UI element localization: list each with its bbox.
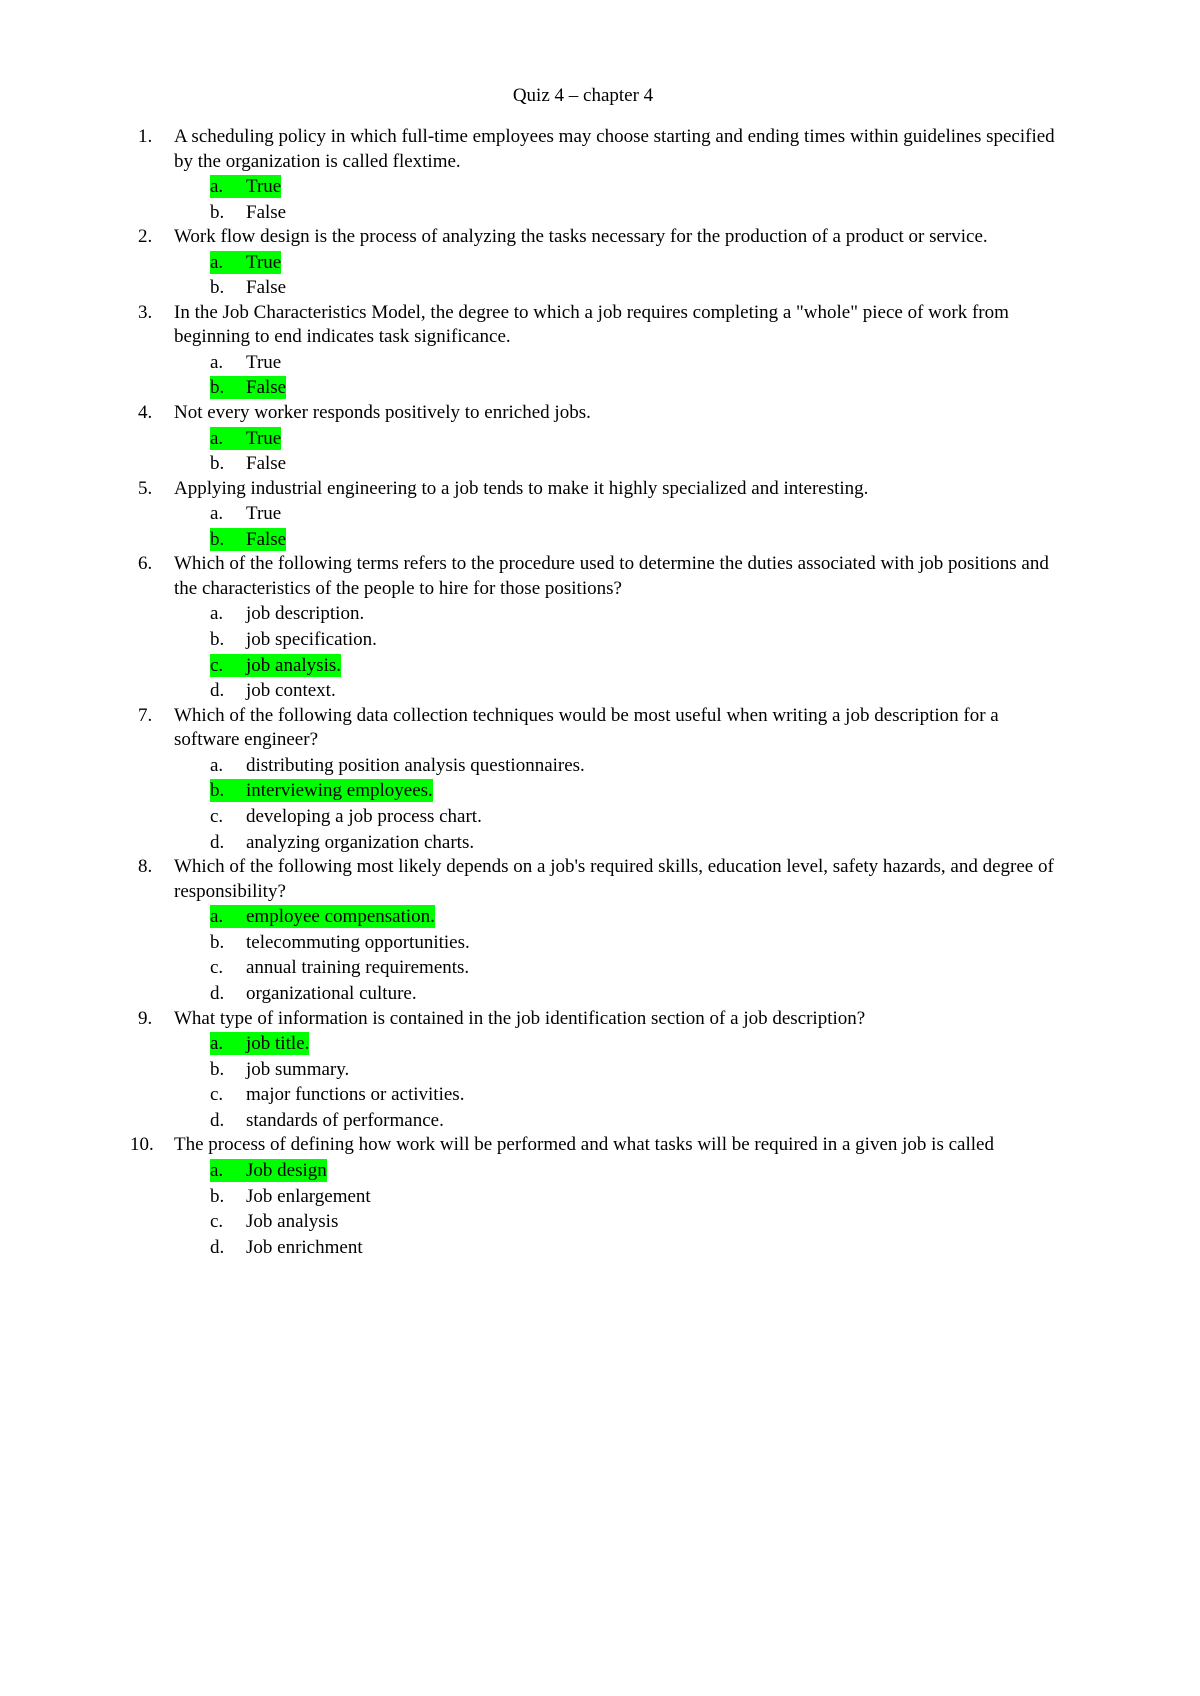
option-letter: c. xyxy=(210,957,224,979)
question-number: 4. xyxy=(138,402,153,424)
option-text: distributing position analysis questionnaires. xyxy=(246,754,585,776)
option-letter: a. xyxy=(210,906,224,928)
answer-label xyxy=(210,1058,349,1081)
option-text: False xyxy=(246,377,287,399)
answer-option xyxy=(174,200,1060,226)
answer-label xyxy=(210,602,364,625)
option-letter: a. xyxy=(210,1033,224,1055)
answer-label xyxy=(210,679,336,702)
correct-answer-option xyxy=(174,1158,1060,1184)
question-number: 2. xyxy=(138,226,153,248)
answer-label xyxy=(210,276,286,299)
option-text: analyzing organization charts. xyxy=(246,831,475,853)
option-letter: b. xyxy=(210,931,225,953)
option-letter: d. xyxy=(210,831,225,853)
answer-options xyxy=(174,426,1060,477)
option-letter: b. xyxy=(210,780,225,802)
answer-option xyxy=(174,981,1060,1007)
question-number: 1. xyxy=(138,126,153,147)
option-text: job context. xyxy=(246,680,336,702)
answer-options xyxy=(174,753,1060,855)
answer-option xyxy=(174,451,1060,477)
answer-option xyxy=(174,930,1060,956)
answer-options xyxy=(174,250,1060,301)
option-text: Job enlargement xyxy=(246,1185,371,1207)
option-letter: b. xyxy=(210,528,225,550)
question-number: 9. xyxy=(138,1007,153,1029)
option-letter: b. xyxy=(210,629,225,651)
answer-label xyxy=(210,831,474,854)
answer-label xyxy=(210,502,281,525)
question-number: 3. xyxy=(138,301,153,323)
option-letter: a. xyxy=(210,427,224,449)
option-letter: c. xyxy=(210,654,224,676)
answer-option xyxy=(174,1108,1060,1134)
question-number: 6. xyxy=(138,553,153,575)
answer-options xyxy=(174,350,1060,401)
document-title: Quiz 4 – chapter 4 xyxy=(512,85,654,106)
option-letter: a. xyxy=(210,1159,224,1181)
answer-highlight xyxy=(210,175,281,198)
option-text: telecommuting opportunities. xyxy=(246,931,470,953)
option-letter: c. xyxy=(210,1084,224,1106)
answer-highlight xyxy=(210,654,341,677)
question-text: Work flow design is the process of analyzing the tasks necessary for the production of a product or service. xyxy=(174,226,988,248)
answer-label xyxy=(210,1109,444,1132)
answer-option xyxy=(174,1082,1060,1108)
answer-options xyxy=(174,601,1060,703)
answer-option xyxy=(174,601,1060,627)
answer-options xyxy=(174,1158,1060,1260)
question-number: 7. xyxy=(138,704,153,726)
correct-answer-option xyxy=(174,250,1060,276)
option-letter: b. xyxy=(210,1058,225,1080)
option-text: Job analysis xyxy=(246,1211,339,1233)
answer-option xyxy=(174,955,1060,981)
option-text: False xyxy=(246,201,287,223)
answer-highlight xyxy=(210,1159,327,1182)
option-letter: a. xyxy=(210,754,224,776)
option-text: True xyxy=(246,176,282,197)
question-text: A scheduling policy in which full-time employees may choose starting and ending times within guidelines specified by the organization is called flextime. xyxy=(174,126,1055,172)
question-5 xyxy=(0,477,1060,553)
option-text: annual training requirements. xyxy=(246,957,470,979)
option-text: organizational culture. xyxy=(246,982,417,1004)
option-text: job specification. xyxy=(246,629,377,651)
option-letter: a. xyxy=(210,176,224,197)
question-text: What type of information is contained in the job identification section of a job description? xyxy=(174,1007,866,1029)
answer-options xyxy=(174,904,1060,1006)
answer-label xyxy=(210,351,281,374)
answer-label xyxy=(210,1083,464,1106)
answer-label xyxy=(210,628,377,651)
option-letter: b. xyxy=(210,201,225,223)
option-letter: b. xyxy=(210,377,225,399)
answer-option xyxy=(174,753,1060,779)
question-text: In the Job Characteristics Model, the degree to which a job requires completing a "whole" piece of work from beginning to end indicates task significance. xyxy=(174,301,1009,348)
answer-highlight xyxy=(210,376,286,399)
answer-options xyxy=(174,174,1060,225)
answer-option xyxy=(174,1209,1060,1235)
answer-highlight xyxy=(210,1032,309,1055)
question-3 xyxy=(0,301,1060,401)
option-text: Job design xyxy=(246,1159,327,1181)
correct-answer-option xyxy=(174,1031,1060,1057)
question-text: Which of the following most likely depends on a job's required skills, education level, safety hazards, and degree of responsibility? xyxy=(174,856,1054,902)
option-text: False xyxy=(246,277,287,299)
answer-label xyxy=(210,1236,363,1259)
answer-highlight xyxy=(210,528,286,551)
answer-option xyxy=(174,1057,1060,1083)
option-letter: c. xyxy=(210,806,224,827)
option-text: Job enrichment xyxy=(246,1236,363,1258)
answer-highlight xyxy=(210,905,435,928)
option-letter: d. xyxy=(210,1236,225,1258)
option-text: job summary. xyxy=(246,1058,350,1080)
answer-options xyxy=(174,501,1060,552)
question-text: The process of defining how work will be performed and what tasks will be required in a given job is called xyxy=(174,1134,994,1156)
question-text: Which of the following data collection techniques would be most useful when writing a job description for a software engineer? xyxy=(174,704,999,751)
answer-label xyxy=(210,1210,338,1233)
answer-options xyxy=(174,1031,1060,1133)
answer-label xyxy=(210,754,585,777)
option-text: False xyxy=(246,528,287,550)
question-10 xyxy=(0,1133,1060,1260)
answer-option xyxy=(174,804,1060,830)
answer-highlight xyxy=(210,251,281,274)
answer-label xyxy=(210,805,482,828)
answer-highlight xyxy=(210,427,281,450)
option-text: interviewing employees. xyxy=(246,780,433,802)
option-text: developing a job process chart. xyxy=(246,806,482,827)
option-letter: b. xyxy=(210,453,225,475)
question-7 xyxy=(0,704,1060,855)
question-2 xyxy=(0,225,1060,301)
answer-label xyxy=(210,201,286,224)
option-letter: a. xyxy=(210,603,224,625)
question-text: Which of the following terms refers to the procedure used to determine the duties associated with job positions and the characteristics of the people to hire for those positions? xyxy=(174,553,1049,599)
option-letter: a. xyxy=(210,503,224,525)
question-text: Not every worker responds positively to enriched jobs. xyxy=(174,402,591,424)
question-6 xyxy=(0,552,1060,703)
answer-label xyxy=(210,931,470,954)
option-text: standards of performance. xyxy=(246,1109,444,1131)
option-text: major functions or activities. xyxy=(246,1084,465,1106)
correct-answer-option xyxy=(174,778,1060,804)
option-letter: d. xyxy=(210,680,225,702)
answer-label xyxy=(210,956,469,979)
option-text: True xyxy=(246,251,282,273)
answer-option xyxy=(174,627,1060,653)
option-text: job description. xyxy=(246,603,365,625)
option-letter: b. xyxy=(210,1185,225,1207)
option-letter: a. xyxy=(210,351,224,373)
question-4 xyxy=(0,401,1060,477)
correct-answer-option xyxy=(174,426,1060,452)
question-8 xyxy=(0,855,1060,1006)
answer-option xyxy=(174,830,1060,856)
option-text: employee compensation. xyxy=(246,906,435,928)
question-number: 10. xyxy=(130,1134,154,1156)
answer-option xyxy=(174,501,1060,527)
correct-answer-option xyxy=(174,904,1060,930)
answer-label xyxy=(210,982,417,1005)
answer-option xyxy=(174,350,1060,376)
correct-answer-option xyxy=(174,375,1060,401)
option-letter: d. xyxy=(210,1109,225,1131)
question-text: Applying industrial engineering to a job tends to make it highly specialized and interesting. xyxy=(174,477,869,499)
correct-answer-option xyxy=(174,174,1060,200)
question-1 xyxy=(0,125,1060,225)
answer-highlight xyxy=(210,779,433,802)
option-letter: d. xyxy=(210,982,225,1004)
answer-option xyxy=(174,1184,1060,1210)
option-letter: a. xyxy=(210,251,224,273)
option-text: job title. xyxy=(246,1033,310,1055)
option-text: True xyxy=(246,427,282,449)
answer-option xyxy=(174,1235,1060,1261)
option-letter: b. xyxy=(210,277,225,299)
answer-option xyxy=(174,678,1060,704)
correct-answer-option xyxy=(174,527,1060,553)
option-text: job analysis. xyxy=(246,654,341,676)
option-letter: c. xyxy=(210,1211,224,1233)
question-9 xyxy=(0,1007,1060,1134)
question-list xyxy=(0,125,1200,1260)
answer-label xyxy=(210,1185,371,1208)
option-text: False xyxy=(246,453,287,475)
option-text: True xyxy=(246,351,282,373)
question-number: 8. xyxy=(138,856,153,878)
correct-answer-option xyxy=(174,653,1060,679)
question-number: 5. xyxy=(138,477,153,499)
answer-label xyxy=(210,452,286,475)
option-text: True xyxy=(246,503,282,525)
answer-option xyxy=(174,275,1060,301)
